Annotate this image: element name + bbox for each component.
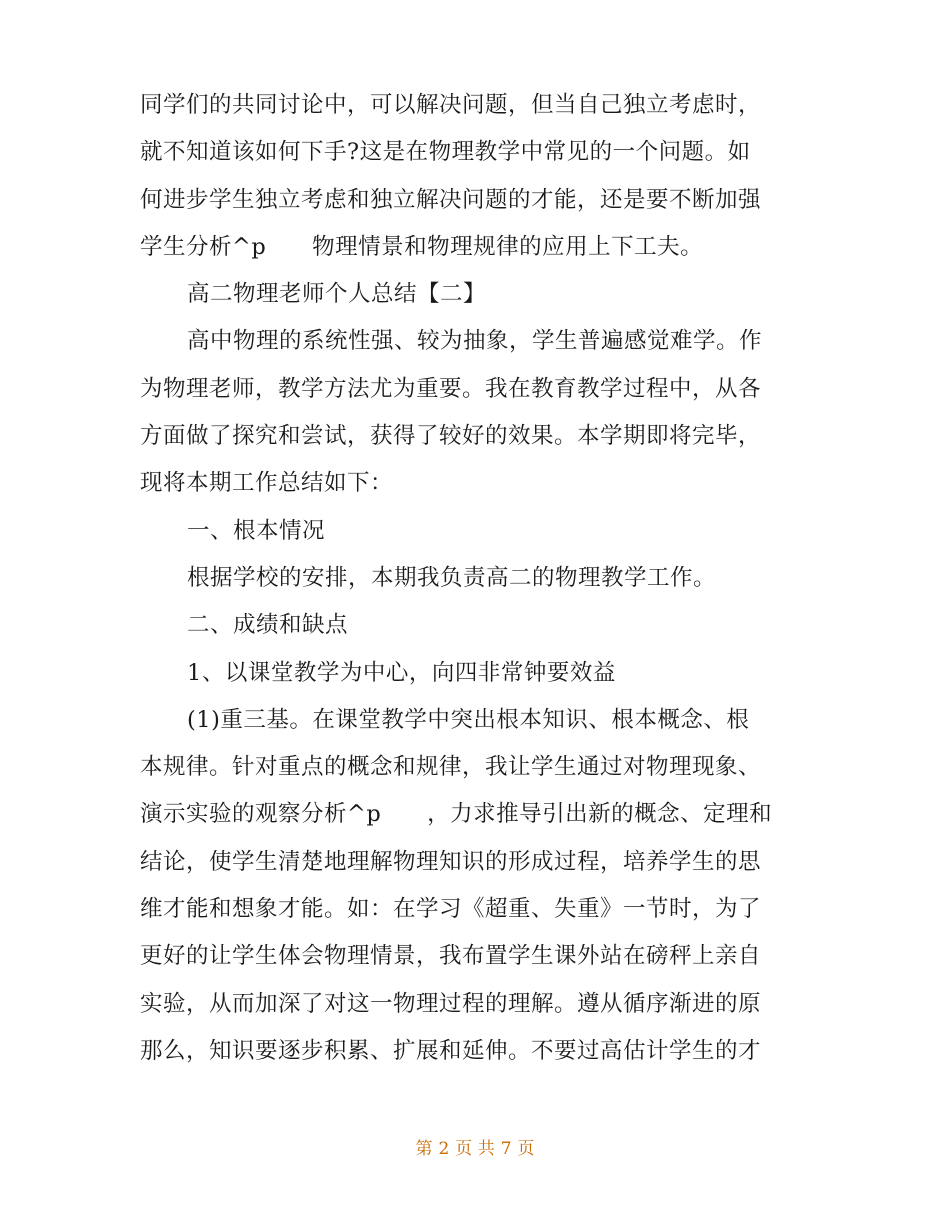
current-page-number: 2: [438, 1139, 450, 1159]
text-line: 何进步学生独立考虑和独立解决问题的才能，还是要不断加强: [140, 186, 762, 213]
text-line: 维才能和想象才能。如：在学习《超重、失重》一节时，为了: [140, 896, 762, 923]
text-line: 学生分析^p 物理情景和物理规律的应用上下工夫。: [140, 233, 704, 260]
text-line: (1)重三基。在课堂教学中突出根本知识、根本概念、根: [187, 706, 750, 733]
text-line: 本规律。针对重点的概念和规律，我让学生通过对物理现象、: [140, 754, 762, 781]
text-line: 高中物理的系统性强、较为抽象，学生普遍感觉难学。作: [187, 328, 763, 355]
section-heading: 高二物理老师个人总结【二】: [187, 281, 487, 308]
text-line: 实验，从而加深了对这一物理过程的理解。遵从循序渐进的原: [140, 990, 762, 1017]
text-line: 方面做了探究和尝试，获得了较好的效果。本学期即将完毕，: [140, 423, 762, 450]
text-line: 根据学校的安排，本期我负责高二的物理教学工作。: [187, 564, 717, 591]
text-line: 为物理老师，教学方法尤为重要。我在教育教学过程中，从各: [140, 375, 762, 402]
list-item-heading: 1、以课堂教学为中心，向四非常钟要效益: [187, 659, 616, 686]
text-line: 现将本期工作总结如下：: [140, 470, 394, 497]
page-footer: [0, 1134, 950, 1159]
subsection-heading: 二、成绩和缺点: [187, 612, 349, 639]
text-line: 同学们的共同讨论中，可以解决问题，但当自己独立考虑时，: [140, 92, 762, 118]
document-body: [140, 82, 812, 1075]
text-line: 演示实验的观察分析^p ，力求推导引出新的概念、定理和: [140, 801, 773, 828]
text-line: 就不知道该如何下手?这是在物理教学中常见的一个问题。如: [140, 139, 751, 166]
text-line: 更好的让学生体会物理情景，我布置学生课外站在磅秤上亲自: [140, 943, 762, 970]
text-line: 那么，知识要逐步积累、扩展和延伸。不要过高估计学生的才: [140, 1037, 762, 1064]
subsection-heading: 一、根本情况: [187, 517, 326, 544]
footer-prefix: 第: [415, 1139, 433, 1159]
footer-mid: 页 共: [455, 1139, 495, 1159]
footer-suffix: 页: [517, 1139, 535, 1159]
text-line: 结论，使学生清楚地理解物理知识的形成过程，培养学生的思: [140, 848, 762, 875]
total-pages-number: 7: [500, 1139, 512, 1159]
